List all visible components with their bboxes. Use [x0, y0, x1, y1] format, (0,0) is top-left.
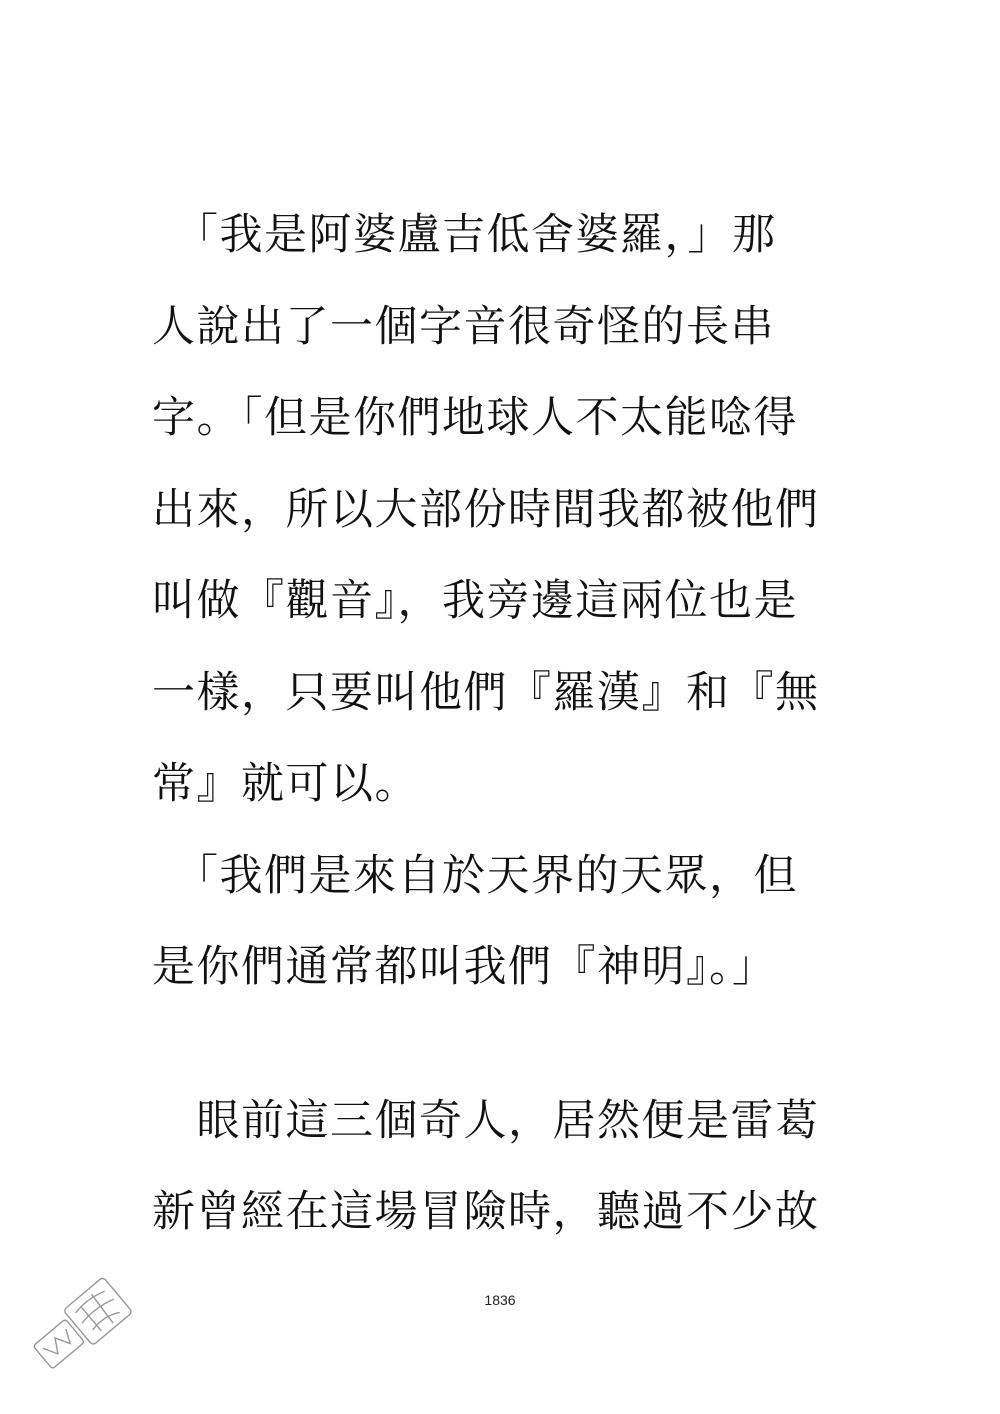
paragraph-gap	[152, 1014, 872, 1076]
text-line: 出來，所以大部份時間我都被他們	[152, 484, 820, 535]
text-line: 是你們通常都叫我們『神明』。」	[152, 942, 777, 992]
body-text	[152, 190, 872, 1259]
text-line: 叫做『觀音』，我旁邊這兩位也是	[152, 576, 798, 626]
watermark-logo	[14, 1262, 154, 1402]
text-line: 「我們是來自於天界的天眾，但	[152, 850, 798, 901]
text-line: 字。「但是你們地球人不太能唸得	[152, 393, 798, 443]
text-line: 眼前這三個奇人，居然便是雷葛	[152, 1095, 820, 1146]
text-line: 新曾經在這場冒險時，聽過不少故	[152, 1187, 820, 1237]
text-line: 「我是阿婆盧吉低舍婆羅，」那	[152, 210, 777, 260]
text-line: 一樣，只要叫他們『羅漢』和『無	[152, 667, 820, 718]
text-line: 人說出了一個字音很奇怪的長串	[152, 301, 775, 352]
page-number: 1836	[484, 1292, 516, 1308]
text-line: 常』就可以。	[152, 759, 419, 809]
